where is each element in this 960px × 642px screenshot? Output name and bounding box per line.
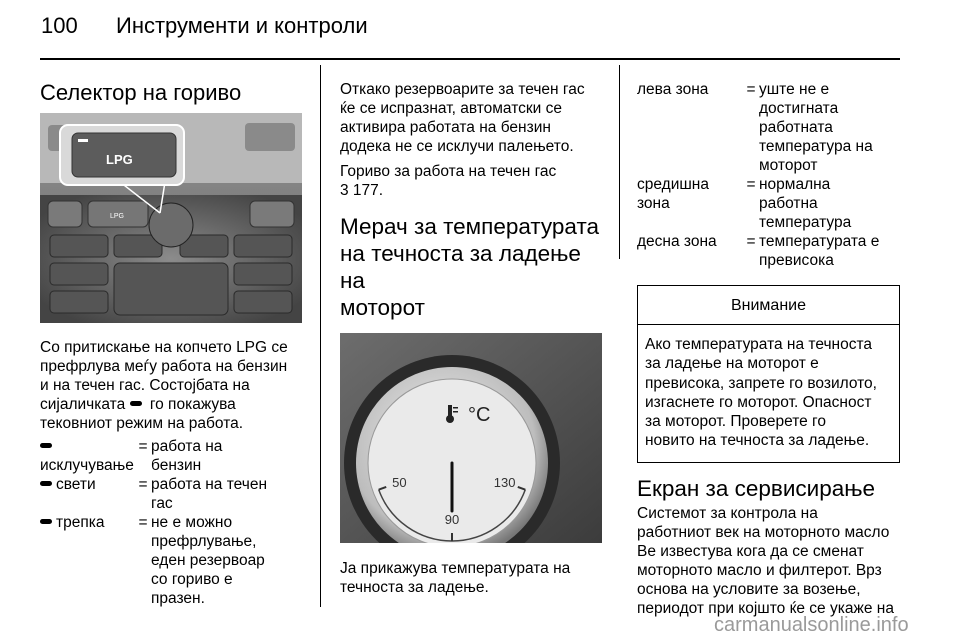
indicator-lamp-icon bbox=[130, 401, 142, 406]
coolant-temperature-gauge-photo bbox=[340, 333, 602, 543]
caution-box bbox=[637, 285, 900, 463]
running-header: Инструменти и контроли bbox=[116, 13, 368, 38]
definition-term: свети bbox=[40, 475, 135, 513]
column-divider-2 bbox=[619, 65, 620, 259]
caution-text bbox=[638, 325, 899, 462]
indicator-lamp-icon bbox=[40, 519, 52, 524]
gauge-caption bbox=[340, 559, 608, 597]
definition-term: лева зона bbox=[637, 81, 709, 98]
column-divider-1 bbox=[320, 65, 321, 607]
indicator-lamp-icon bbox=[40, 481, 52, 486]
intro-line-4: сијаличката го покажува bbox=[40, 396, 236, 413]
intro-line-3: и на течен гас. Состојбата на bbox=[40, 377, 250, 394]
definition-row bbox=[40, 437, 310, 475]
definition-text: работа на течен гас bbox=[151, 476, 268, 512]
equals-sign: = bbox=[746, 81, 756, 98]
column-2 bbox=[340, 80, 608, 597]
lpg-small-label: LPG bbox=[110, 213, 125, 220]
definition-text: уште не е достигната работната температура на моторот bbox=[759, 81, 873, 174]
gauge-caption-line: течноста за ладење. bbox=[340, 579, 489, 596]
section-heading-service-display: Екран за сервисирање bbox=[637, 475, 876, 501]
lpg-empty-line: додека не се исклучи палењето. bbox=[340, 138, 574, 155]
lpg-button-label: LPG bbox=[106, 152, 133, 167]
equals-sign: = bbox=[138, 438, 148, 455]
column-1 bbox=[40, 80, 310, 608]
service-display-line: Системот за контрола на bbox=[637, 504, 818, 522]
caution-line: изгаснете го моторот. Опасност bbox=[645, 393, 872, 411]
definition-term: трепка bbox=[40, 513, 135, 608]
coolant-heading-line: моторот bbox=[340, 295, 425, 320]
definition-row bbox=[40, 475, 310, 513]
intro-line-5: тековниот режим на работа. bbox=[40, 415, 244, 432]
lpg-button-photo bbox=[40, 113, 302, 323]
equals-sign: = bbox=[746, 176, 756, 193]
equals-sign: = bbox=[138, 476, 148, 493]
section-heading-fuel-selector: Селектор на гориво bbox=[40, 80, 242, 105]
header-rule bbox=[40, 58, 900, 60]
definition-text: не е можно префрлување, еден резервоар со гориво е празен. bbox=[151, 514, 265, 607]
caution-line: новито на течноста за ладење. bbox=[645, 432, 870, 450]
service-display-paragraph bbox=[637, 504, 900, 618]
column-3 bbox=[637, 80, 900, 618]
intro-line-1: Со притискање на копчето LPG се bbox=[40, 339, 288, 356]
gauge-unit-label: °C bbox=[468, 404, 491, 426]
gauge-tick-label: 50 bbox=[392, 475, 407, 491]
definition-text: нормална работна температура bbox=[759, 176, 852, 231]
definition-term: десна зона bbox=[637, 233, 717, 250]
coolant-heading-line: на течноста за ладење на bbox=[340, 241, 581, 293]
definition-term: исклучување bbox=[40, 437, 135, 475]
temperature-zones-list bbox=[637, 80, 900, 270]
caution-line: за ладење на моторот е bbox=[645, 355, 819, 373]
service-display-line: Ве известува кога да се сменат bbox=[637, 542, 864, 560]
lamp-states-list bbox=[40, 437, 310, 608]
definition-row bbox=[40, 513, 310, 608]
lpg-empty-paragraph bbox=[340, 80, 608, 156]
caution-title: Внимание bbox=[638, 286, 899, 325]
caution-line: за моторот. Проверете го bbox=[645, 413, 826, 431]
section-heading-coolant-gauge bbox=[340, 213, 608, 321]
intro-line-2: префрлува меѓу работа на бензин bbox=[40, 358, 288, 375]
lpg-empty-line: ќе се испразнат, автоматски се bbox=[340, 100, 562, 117]
indicator-lamp-icon bbox=[40, 443, 52, 448]
watermark: carmanualsonline.info bbox=[714, 614, 909, 636]
service-display-line: основа на условите за возење, bbox=[637, 580, 861, 598]
service-display-line: периодот при којшто ќе се укаже на bbox=[637, 599, 894, 617]
definition-text: температурата е превисока bbox=[759, 233, 880, 269]
service-display-line: работниот век на моторното масло bbox=[637, 523, 890, 541]
caution-line: превисока, запрете го возилото, bbox=[645, 374, 877, 392]
gauge-caption-line: Ја прикажува температурата на bbox=[340, 560, 571, 577]
definition-term: средишна зона bbox=[637, 176, 709, 212]
service-display-line: моторното масло и филтерот. Врз bbox=[637, 561, 882, 579]
definition-row bbox=[637, 175, 900, 232]
page-number: 100 bbox=[41, 13, 78, 38]
coolant-heading-line: Мерач за температурата bbox=[340, 214, 600, 239]
caution-line: Ако температурата на течноста bbox=[645, 336, 873, 353]
definition-text: работа на бензин bbox=[151, 438, 223, 474]
gauge-tick-label: 130 bbox=[493, 475, 516, 491]
lpg-reference-line-1: Гориво за работа на течен гас bbox=[340, 163, 557, 180]
gauge-tick-label: 90 bbox=[444, 512, 460, 527]
definition-row bbox=[637, 232, 900, 270]
lpg-button-name: LPG bbox=[236, 339, 268, 356]
lpg-empty-line: активира работата на бензин bbox=[340, 119, 551, 136]
lpg-reference-line-2: 3 177. bbox=[340, 182, 384, 199]
definition-row bbox=[637, 80, 900, 175]
equals-sign: = bbox=[138, 514, 148, 531]
equals-sign: = bbox=[746, 233, 756, 250]
lpg-empty-line: Откако резервоарите за течен гас bbox=[340, 81, 585, 98]
